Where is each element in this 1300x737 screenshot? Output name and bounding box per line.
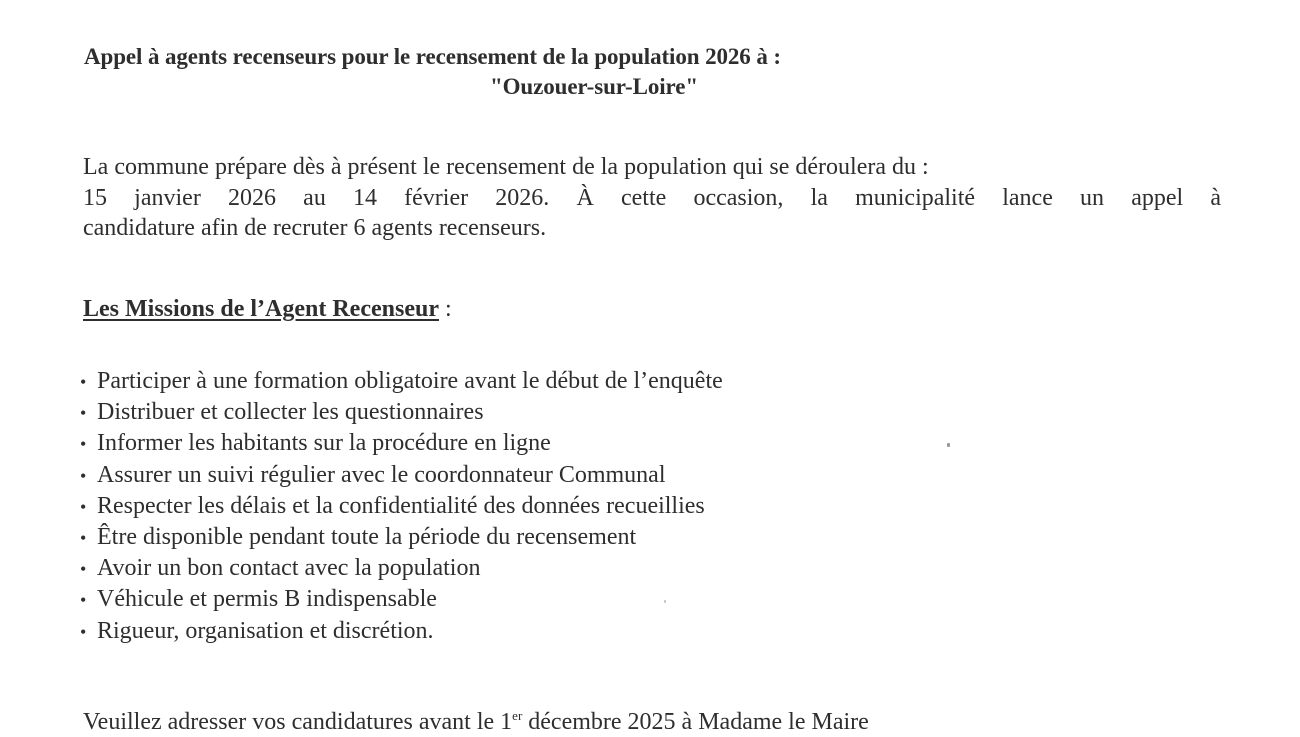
bullet-icon: • <box>80 590 87 611</box>
scan-speck <box>947 443 950 447</box>
list-item-text: Informer les habitants sur la procédure en ligne <box>97 430 551 457</box>
bullet-icon: • <box>80 465 87 486</box>
bullet-icon: • <box>80 403 87 424</box>
bullet-icon: • <box>80 372 87 392</box>
list-item-text: Respecter les délais et la confidentialité des données recueillies <box>97 492 705 519</box>
list-item <box>80 522 723 553</box>
intro-line-2: 15 janvier 2026 au 14 février 2026. À cette occasion, la municipalité lance un appel à <box>83 184 1221 211</box>
list-item-text: Rigueur, organisation et discrétion. <box>97 617 434 644</box>
bullet-icon: • <box>80 528 87 549</box>
list-item <box>80 428 723 459</box>
bullet-icon: • <box>80 621 87 642</box>
missions-list <box>80 366 723 647</box>
application-deadline-line <box>83 707 869 737</box>
intro-paragraph <box>83 152 1221 244</box>
deadline-text-start: Veuillez adresser vos candidatures avant le 1 <box>83 709 513 735</box>
list-item <box>80 491 723 522</box>
document-title <box>0 42 1110 102</box>
list-item <box>80 460 723 491</box>
intro-line-1: La commune prépare dès à présent le recensement de la population qui se déroulera du : <box>83 154 929 180</box>
list-item-text: Distribuer et collecter les questionnaires <box>97 399 484 426</box>
list-item <box>80 366 723 397</box>
missions-heading-colon: : <box>438 296 452 322</box>
list-item <box>80 553 723 584</box>
list-item-text: Être disponible pendant toute la période du recensement <box>97 524 637 551</box>
scan-speck <box>664 600 666 603</box>
intro-line-3: candidature afin de recruter 6 agents recenseurs. <box>83 215 547 241</box>
title-line-2-town-name: "Ouzouer-sur-Loire" <box>489 74 699 99</box>
list-item <box>80 397 723 428</box>
list-item-text: Participer à une formation obligatoire avant le début de l’enquête <box>97 368 723 394</box>
list-item <box>80 616 723 647</box>
list-item-text: Véhicule et permis B indispensable <box>97 586 437 613</box>
bullet-icon: • <box>80 496 87 517</box>
missions-heading-text: Les Missions de l’Agent Recenseur <box>83 296 439 322</box>
title-line-1: Appel à agents recenseurs pour le recensement de la population 2026 à : <box>84 44 781 69</box>
list-item-text: Assurer un suivi régulier avec le coordonnateur Communal <box>97 461 666 488</box>
list-item-text: Avoir un bon contact avec la population <box>97 555 481 582</box>
bullet-icon: • <box>80 434 87 455</box>
list-item <box>80 584 723 615</box>
missions-heading <box>83 294 452 324</box>
ordinal-superscript: er <box>512 708 523 723</box>
bullet-icon: • <box>80 559 87 580</box>
deadline-text-end: décembre 2025 à Madame le Maire <box>522 709 869 735</box>
